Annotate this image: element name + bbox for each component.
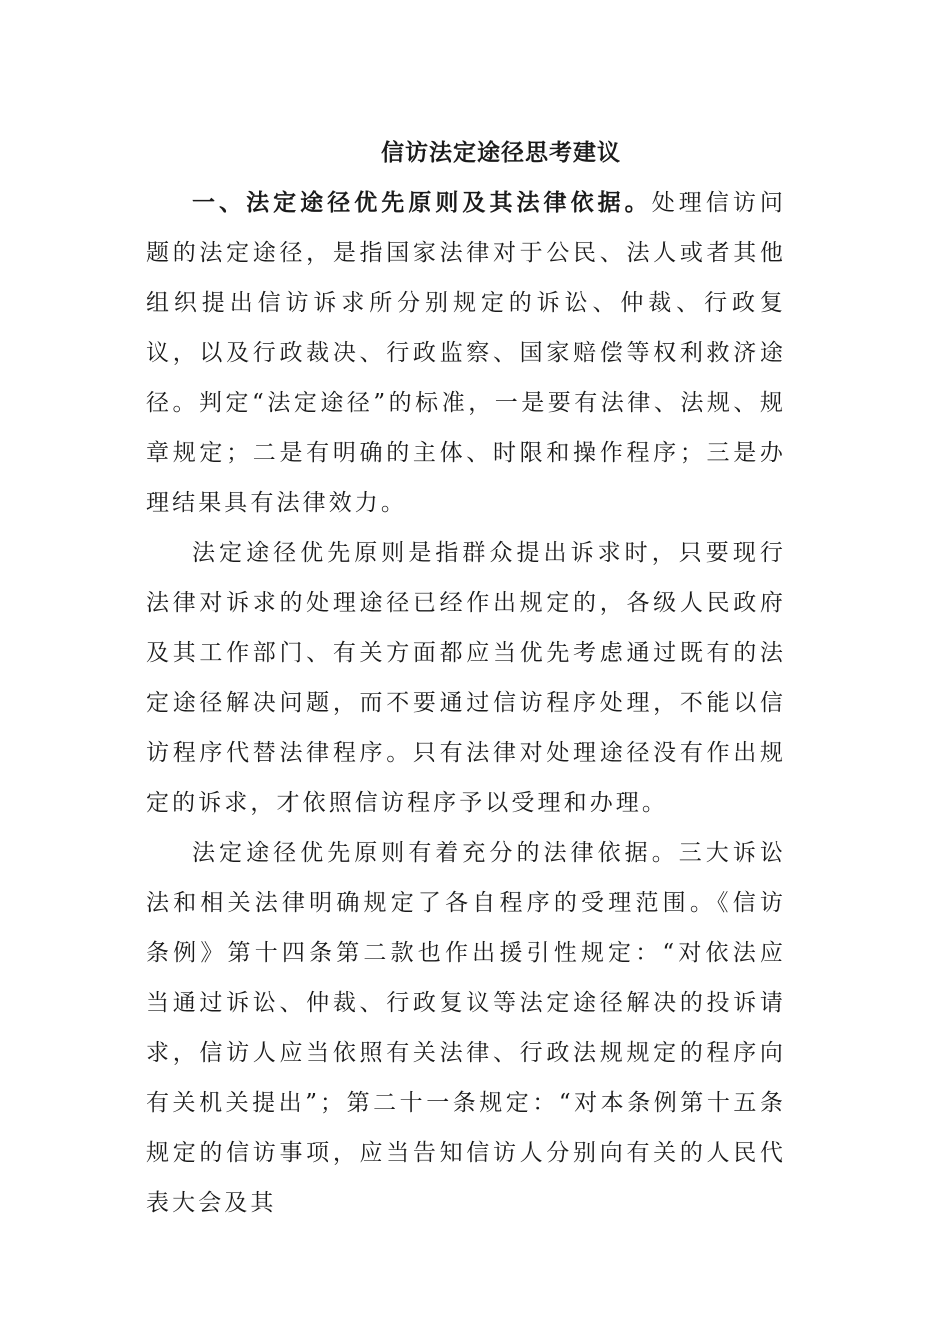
paragraph-3-text: 法定途径优先原则有着充分的法律依据。三大诉讼法和相关法律明确规定了各自程序的受理范围。《信访条例》第十四条第二款也作出援引性规定：“对依法应当通过诉讼、仲裁、行政复议等法定途径解决的投诉请求，信访人应当依照有关法律、行政法规规定的程序向有关机关提出”；第二十一条规定：“对本条例第十五条规定的信访事项，应当告知信访人分别向有关的人民代表大会及其	[146, 840, 786, 1216]
paragraph-3	[146, 828, 786, 1228]
document-title: 信访法定途径思考建议	[381, 139, 621, 166]
paragraph-2	[146, 528, 786, 828]
paragraph-1	[146, 178, 786, 528]
paragraph-1-lead: 一、法定途径优先原则及其法律依据。	[192, 189, 652, 216]
paragraph-2-text: 法定途径优先原则是指群众提出诉求时，只要现行法律对诉求的处理途径已经作出规定的，各级人民政府及其工作部门、有关方面都应当优先考虑通过既有的法定途径解决问题，而不要通过信访程序处理，不能以信访程序代替法律程序。只有法律对处理途径没有作出规定的诉求，才依照信访程序予以受理和办理。	[146, 540, 786, 816]
paragraph-1-text: 处理信访问题的法定途径，是指国家法律对于公民、法人或者其他组织提出信访诉求所分别规定的诉讼、仲裁、行政复议，以及行政裁决、行政监察、国家赔偿等权利救济途径。判定“法定途径”的标准，一是要有法律、法规、规章规定；二是有明确的主体、时限和操作程序；三是办理结果具有法律效力。	[146, 190, 787, 516]
document-page	[146, 128, 786, 1228]
